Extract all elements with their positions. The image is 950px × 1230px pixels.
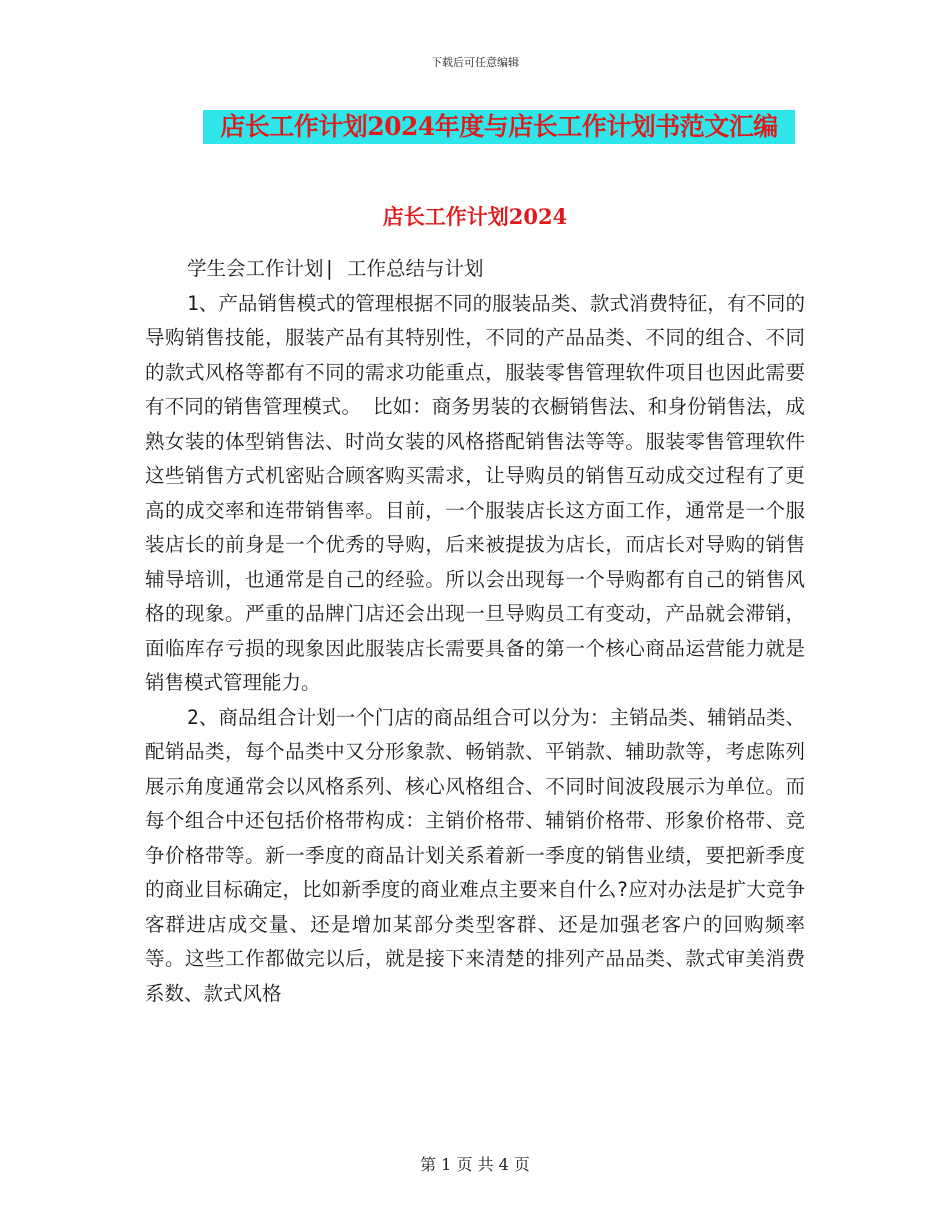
document-title: 店长工作计划2024年度与店长工作计划书范文汇编 [203,110,795,144]
page-number: 第 1 页 共 4 页 [420,1155,530,1174]
page-header-note: 下载后可任意编辑 [431,56,519,69]
section-title: 店长工作计划2024 [382,204,568,229]
paragraph-2: 2、商品组合计划一个门店的商品组合可以分为：主销品类、辅销品类、配销品类，每个品类中又分形象款、畅销款、平销款、辅助款等，考虑陈列展示角度通常会以风格系列、核心风格组合、不同时间波段展示为单位。而每个组合中还包括价格带构成：主销价格带、辅销价格带、形象价格带、竞争价格带等。新一季度的商品计划关系着新一季度的销售业绩，要把新季度的商业目标确定，比如新季度的商业难点主要来自什么?应对办法是扩大竞争客群进店成交量、还是增加某部分类型客群、还是加强老客户的回购频率等。这些工作都做完以后，就是接下来清楚的排列产品品类、款式审美消费系数、款式风格 [145,705,805,1005]
document-body [145,218,805,1011]
paragraph-1: 1、产品销售模式的管理根据不同的服装品类、款式消费特征，有不同的导购销售技能，服装产品有其特别性，不同的产品品类、不同的组合、不同的款式风格等都有不同的需求功能重点，服装零售管理软件项目也因此需要有不同的销售管理模式。 比如：商务男装的衣橱销售法、和身份销售法，成熟女装的体型销售法、时尚女装的风格搭配销售法等等。服装零售管理软件这些销售方式机密贴合顾客购买需求，让导购员的销售互动成交过程有了更高的成交率和连带销售率。目前，一个服装店长这方面工作，通常是一个服装店长的前身是一个优秀的导购，后来被提拔为店长，而店长对导购的销售辅导培训，也通常是自己的经验。所以会出现每一个导购都有自己的销售风格的现象。严重的品牌门店还会出现一旦导购员工有变动，产品就会滞销，面临库存亏损的现象因此服装店长需要具备的第一个核心商品运营能力就是销售模式管理能力。 [145,291,805,694]
category-line: 学生会工作计划| 工作总结与计划 [187,257,484,280]
